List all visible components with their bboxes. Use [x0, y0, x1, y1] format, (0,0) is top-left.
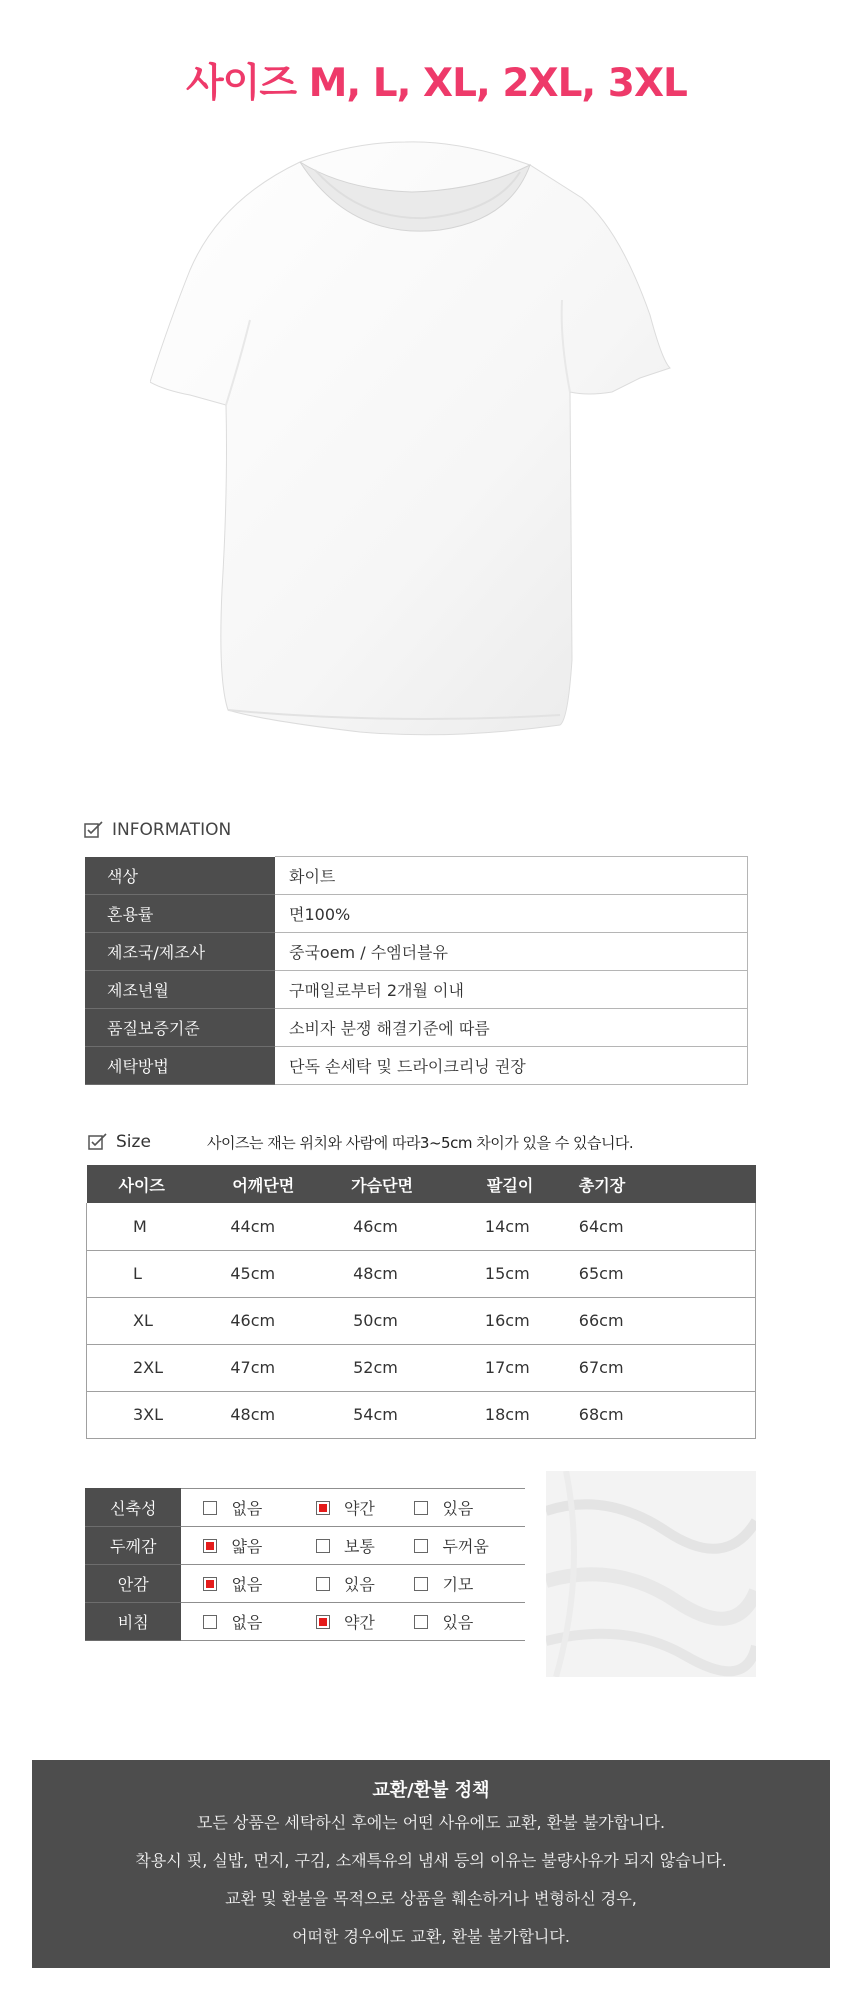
size-header-cell: 어깨단면 — [226, 1165, 351, 1203]
checkbox — [316, 1577, 330, 1591]
checkbox-pencil-icon — [84, 821, 104, 839]
info-value: 중국oem / 수엠더블유 — [275, 933, 748, 971]
feature-option — [296, 1489, 411, 1527]
size-row — [87, 1391, 756, 1438]
info-row — [85, 971, 748, 1009]
information-heading-text: INFORMATION — [112, 820, 232, 840]
size-heading-text: Size — [116, 1132, 151, 1152]
info-value: 구매일로부터 2개월 이내 — [275, 971, 748, 1009]
size-cell: 67cm — [579, 1344, 756, 1391]
page-title: 사이즈 M, L, XL, 2XL, 3XL — [186, 61, 687, 106]
size-table — [86, 1165, 756, 1439]
checkbox — [414, 1501, 428, 1515]
feature-option-label: 없음 — [231, 1499, 263, 1518]
feature-option — [410, 1527, 525, 1565]
size-cell: 66cm — [579, 1297, 756, 1344]
feature-label: 비침 — [85, 1603, 181, 1641]
feature-option — [296, 1603, 411, 1641]
feature-option-label: 없음 — [231, 1613, 263, 1632]
feature-label: 안감 — [85, 1565, 181, 1603]
info-label: 세탁방법 — [85, 1047, 275, 1085]
size-header-cell: 가슴단면 — [351, 1165, 479, 1203]
info-row — [85, 1009, 748, 1047]
tshirt-image — [150, 120, 690, 760]
checkbox — [203, 1501, 217, 1515]
size-cell: 52cm — [351, 1344, 479, 1391]
info-value: 화이트 — [275, 857, 748, 895]
size-row — [87, 1344, 756, 1391]
info-row — [85, 933, 748, 971]
size-cell: 68cm — [579, 1391, 756, 1438]
checkbox — [316, 1615, 330, 1629]
size-cell: M — [87, 1203, 227, 1250]
size-header-row — [87, 1165, 756, 1203]
info-row — [85, 895, 748, 933]
policy-line: 어떠한 경우에도 교환, 환불 불가합니다. — [292, 1927, 570, 1946]
feature-option — [181, 1603, 296, 1641]
size-note: 사이즈는 재는 위치와 사람에 따라3~5cm 차이가 있을 수 있습니다. — [207, 1134, 634, 1152]
feature-label: 두께감 — [85, 1527, 181, 1565]
size-cell: 3XL — [87, 1391, 227, 1438]
policy-line: 착용시 핏, 실밥, 먼지, 구김, 소재특유의 냄새 등의 이유는 불량사유가 되지 않습니다. — [135, 1851, 727, 1870]
tshirt-illustration — [150, 120, 690, 760]
info-label: 품질보증기준 — [85, 1009, 275, 1047]
size-cell: 2XL — [87, 1344, 227, 1391]
checkbox — [414, 1615, 428, 1629]
information-heading — [84, 818, 231, 842]
feature-option-label: 있음 — [442, 1499, 474, 1518]
size-cell: 48cm — [351, 1250, 479, 1297]
feature-option-label: 있음 — [442, 1613, 474, 1632]
checkbox — [316, 1501, 330, 1515]
feature-row — [85, 1489, 525, 1527]
policy-title: 교환/환불 정책 — [372, 1780, 490, 1801]
size-row — [87, 1297, 756, 1344]
feature-option — [296, 1565, 411, 1603]
size-cell: 64cm — [579, 1203, 756, 1250]
feature-option — [296, 1527, 411, 1565]
size-cell: 44cm — [226, 1203, 351, 1250]
checkbox-pencil-icon — [88, 1133, 108, 1151]
info-label: 혼용률 — [85, 895, 275, 933]
info-row — [85, 857, 748, 895]
feature-row — [85, 1565, 525, 1603]
feature-option — [181, 1527, 296, 1565]
checkbox — [203, 1577, 217, 1591]
feature-option-label: 기모 — [442, 1575, 474, 1594]
info-label: 제조년월 — [85, 971, 275, 1009]
size-cell: XL — [87, 1297, 227, 1344]
feature-option — [410, 1489, 525, 1527]
checkbox — [316, 1539, 330, 1553]
size-cell: 65cm — [579, 1250, 756, 1297]
feature-option-label: 없음 — [231, 1575, 263, 1594]
size-cell: 14cm — [479, 1203, 579, 1250]
policy-line: 모든 상품은 세탁하신 후에는 어떤 사유에도 교환, 환불 불가합니다. — [196, 1813, 666, 1832]
size-header-cell: 사이즈 — [87, 1165, 227, 1203]
size-cell: 17cm — [479, 1344, 579, 1391]
fabric-texture — [546, 1471, 756, 1677]
size-row — [87, 1203, 756, 1250]
size-header-cell: 팔길이 — [479, 1165, 579, 1203]
feature-option-label: 있음 — [343, 1575, 375, 1594]
size-header-cell: 총기장 — [579, 1165, 756, 1203]
size-cell: 46cm — [351, 1203, 479, 1250]
info-value: 소비자 분쟁 해결기준에 따름 — [275, 1009, 748, 1047]
feature-label: 신축성 — [85, 1489, 181, 1527]
info-value: 단독 손세탁 및 드라이크리닝 권장 — [275, 1047, 748, 1085]
checkbox — [414, 1539, 428, 1553]
policy-line: 교환 및 환불을 목적으로 상품을 훼손하거나 변형하신 경우, — [225, 1889, 637, 1908]
size-cell: 18cm — [479, 1391, 579, 1438]
checkbox — [203, 1539, 217, 1553]
size-cell: 54cm — [351, 1391, 479, 1438]
feature-option — [410, 1565, 525, 1603]
feature-option-label: 두꺼움 — [442, 1537, 489, 1556]
info-value: 면100% — [275, 895, 748, 933]
size-cell: 45cm — [226, 1250, 351, 1297]
size-cell: 50cm — [351, 1297, 479, 1344]
feature-row — [85, 1527, 525, 1565]
size-cell: L — [87, 1250, 227, 1297]
checkbox — [203, 1615, 217, 1629]
checkbox — [414, 1577, 428, 1591]
feature-option — [181, 1565, 296, 1603]
info-row — [85, 1047, 748, 1085]
feature-table — [85, 1488, 525, 1641]
size-cell: 47cm — [226, 1344, 351, 1391]
feature-option-label: 얇음 — [231, 1537, 263, 1556]
info-label: 제조국/제조사 — [85, 933, 275, 971]
size-row — [87, 1250, 756, 1297]
feature-option-label: 약간 — [343, 1499, 375, 1518]
size-heading — [88, 1130, 151, 1154]
size-cell: 16cm — [479, 1297, 579, 1344]
size-cell: 48cm — [226, 1391, 351, 1438]
information-table — [85, 856, 748, 1085]
info-label: 색상 — [85, 857, 275, 895]
feature-option-label: 보통 — [343, 1537, 375, 1556]
feature-option — [410, 1603, 525, 1641]
refund-policy-box — [32, 1760, 830, 1968]
feature-option-label: 약간 — [343, 1613, 375, 1632]
size-cell: 15cm — [479, 1250, 579, 1297]
fabric-swatch-image — [546, 1471, 756, 1677]
feature-row — [85, 1603, 525, 1641]
feature-option — [181, 1489, 296, 1527]
size-cell: 46cm — [226, 1297, 351, 1344]
